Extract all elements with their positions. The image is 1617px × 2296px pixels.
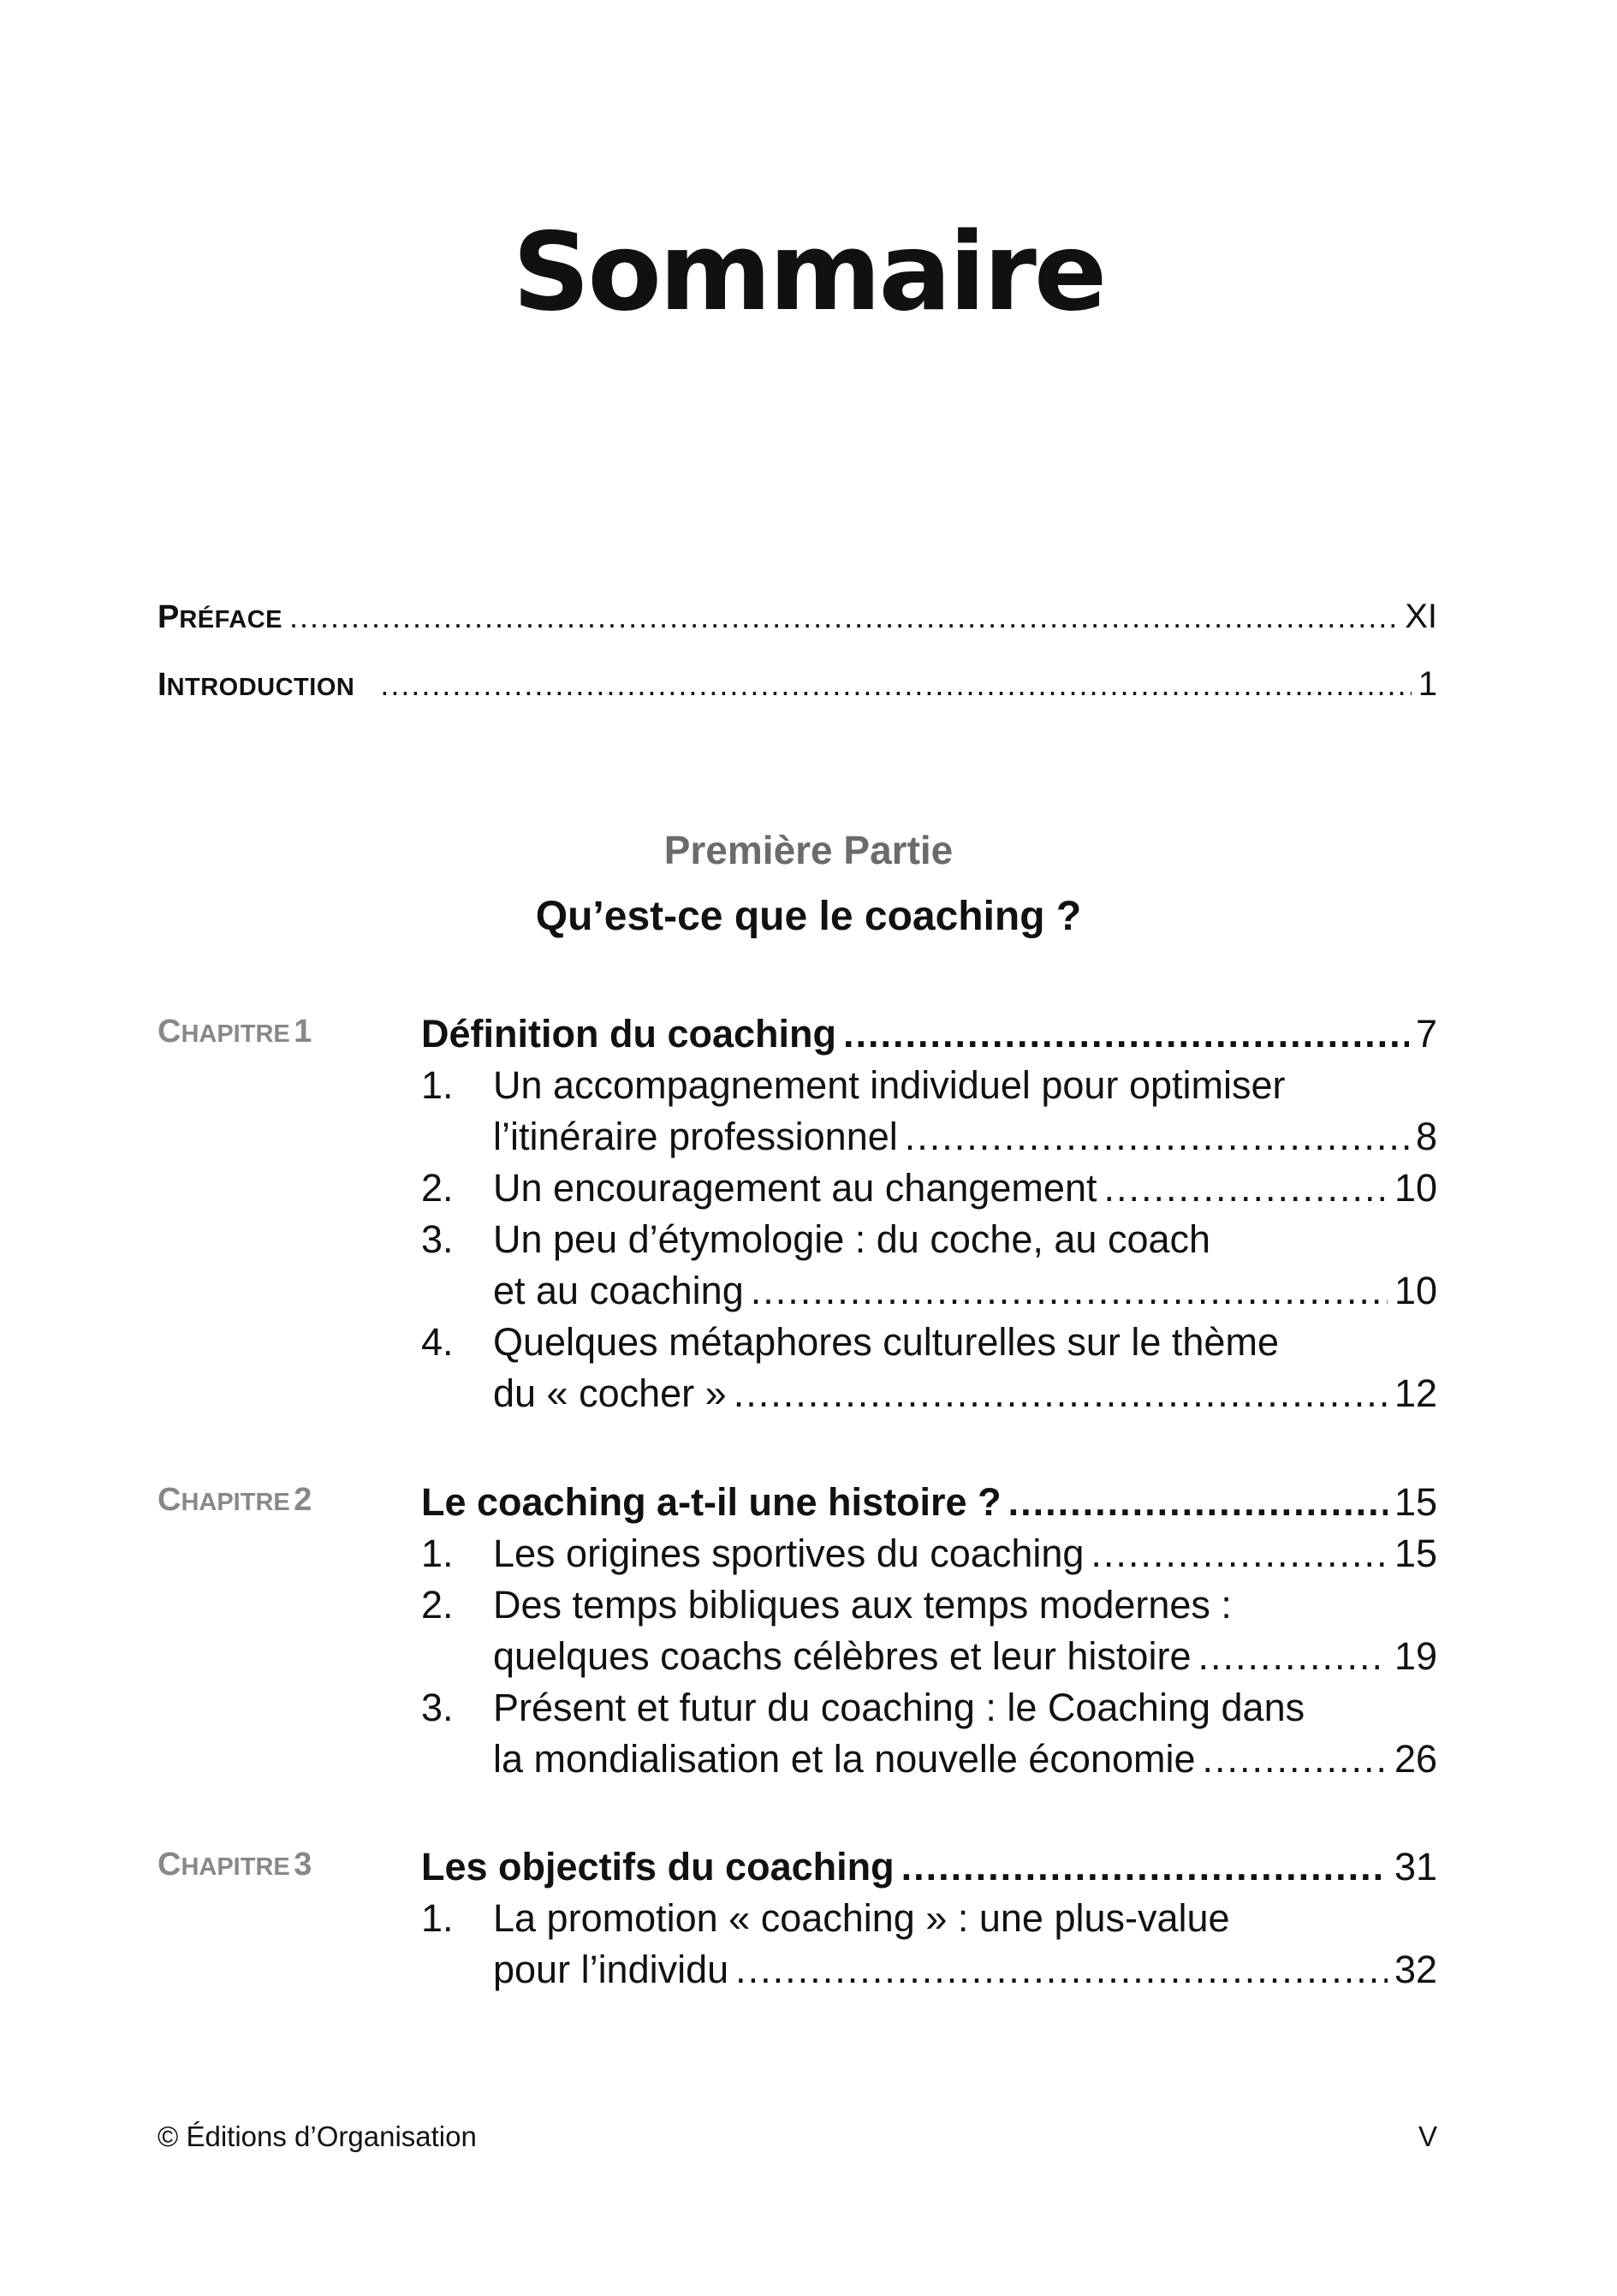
part-title: Qu’est-ce que le coaching ?: [535, 894, 1082, 939]
dot-leader: [380, 669, 1411, 700]
toc-section[interactable]: 4. Quelques métaphores culturelles sur le thème: [421, 1320, 1279, 1364]
toc-section[interactable]: 2. Un encouragement au changement ..... 10: [421, 1163, 1437, 1214]
folio-number: V: [1418, 2121, 1437, 2152]
toc-chapter-title[interactable]: Le coaching a-t-il une histoire ? ..... 15: [421, 1477, 1437, 1528]
toc-section[interactable]: 1. La promotion « coaching » : une plus-value: [421, 1896, 1230, 1940]
toc-entry-introduction[interactable]: [158, 667, 1437, 701]
toc-page-number: XI: [1405, 598, 1437, 635]
dot-leader: [289, 602, 1398, 633]
copyright-text: © Éditions d’Organisation: [158, 2121, 477, 2152]
toc-section-continuation[interactable]: l’itinéraire professionnel ..... 8: [421, 1111, 1437, 1163]
toc-section[interactable]: 2. Des temps bibliques aux temps modernes :: [421, 1583, 1232, 1627]
chapter-label: CHAPITRE 3: [158, 1847, 312, 1883]
toc-section-continuation[interactable]: la mondialisation et la nouvelle économie ..... 26: [421, 1734, 1437, 1785]
toc-section-continuation[interactable]: du « cocher » ..... 12: [421, 1368, 1437, 1419]
page-title: Sommaire: [512, 209, 1105, 335]
toc-page-number: 1: [1418, 665, 1437, 703]
toc-chapter-title[interactable]: Les objectifs du coaching ..... 31: [421, 1841, 1437, 1893]
toc-section-continuation[interactable]: et au coaching ..... 10: [421, 1265, 1437, 1317]
part-number: Première Partie: [663, 828, 954, 872]
toc-section[interactable]: 3. Présent et futur du coaching : le Coaching dans: [421, 1686, 1305, 1729]
toc-section-continuation[interactable]: quelques coachs célèbres et leur histoire ..... 19: [421, 1631, 1437, 1682]
toc-section[interactable]: 1. Un accompagnement individuel pour optimiser: [421, 1063, 1286, 1107]
toc-entry-label: PRÉFACE: [158, 599, 282, 635]
toc-entry-preface[interactable]: [158, 599, 1437, 633]
toc-section-continuation[interactable]: pour l’individu ..... 32: [421, 1944, 1437, 1996]
toc-section[interactable]: 3. Un peu d’étymologie : du coche, au coach: [421, 1217, 1211, 1261]
page-footer: [158, 2121, 1437, 2153]
toc-section[interactable]: 1. Les origines sportives du coaching ..... 15: [421, 1528, 1437, 1579]
toc-entry-label: INTRODUCTION: [158, 667, 355, 703]
chapter-label: CHAPITRE 2: [158, 1482, 312, 1518]
toc-chapter-title[interactable]: Définition du coaching ..... 7: [421, 1008, 1437, 1060]
chapter-label: CHAPITRE 1: [158, 1014, 312, 1050]
